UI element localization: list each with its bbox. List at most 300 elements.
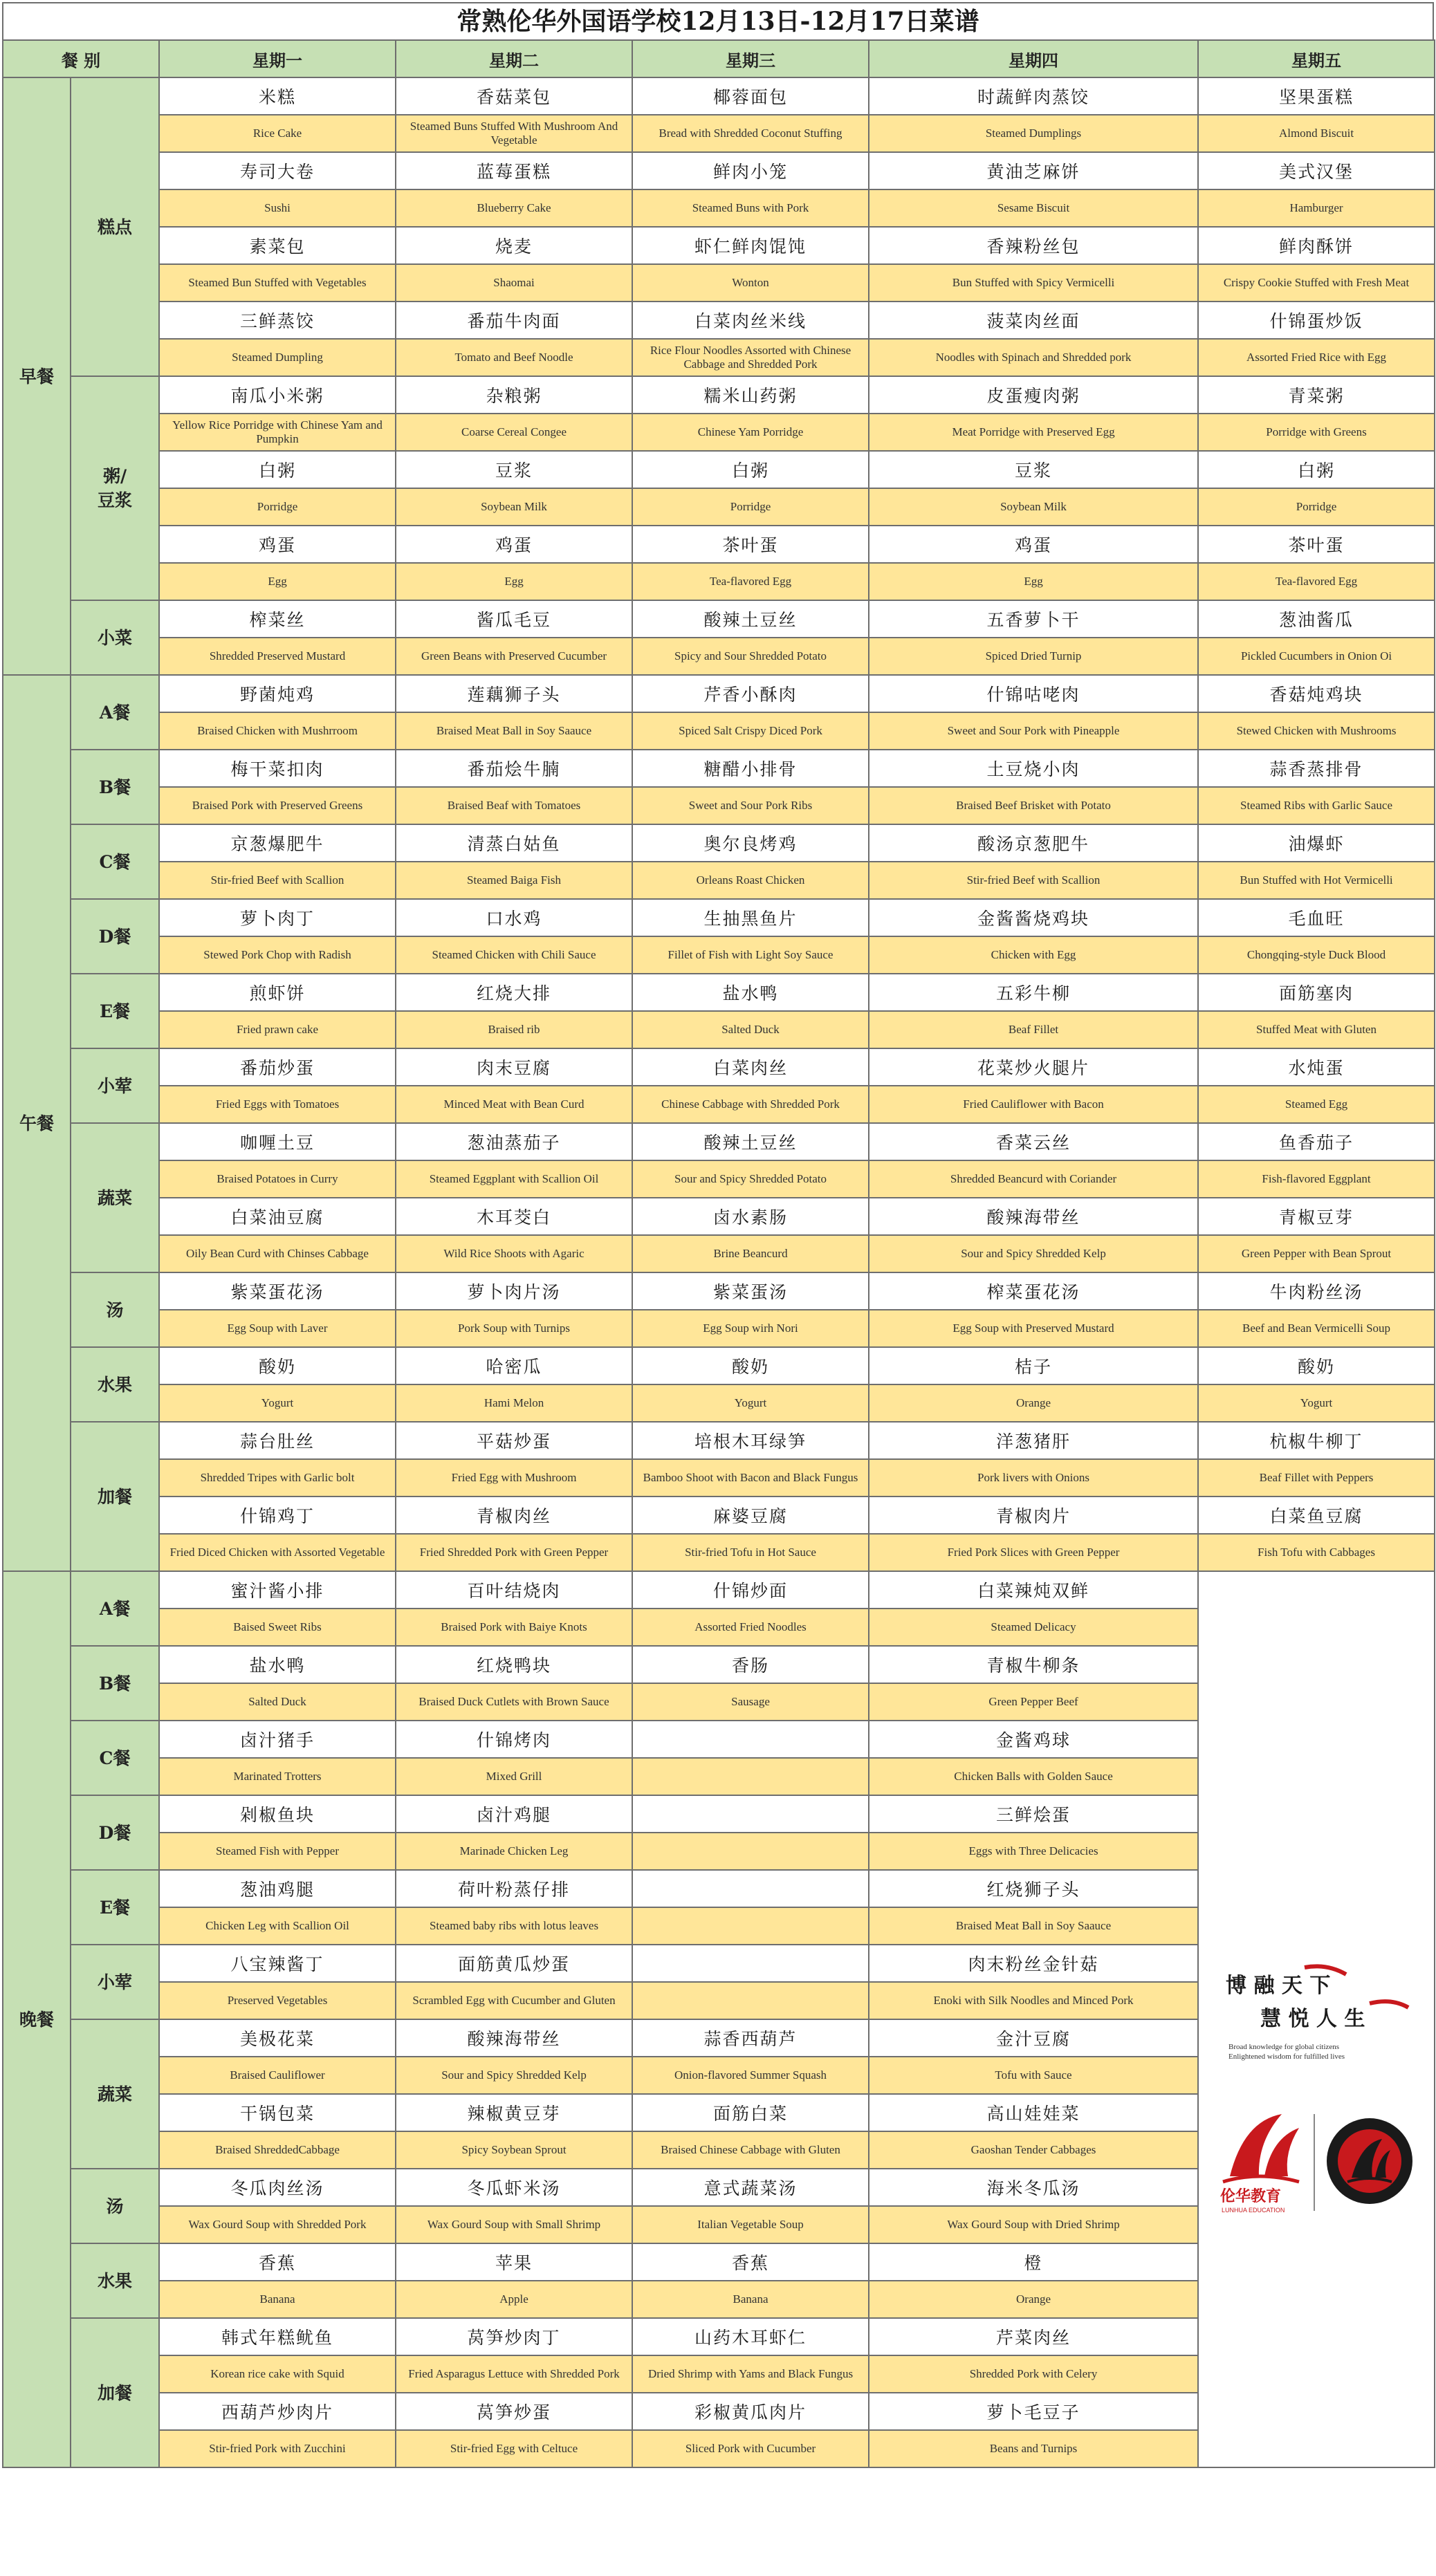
dish-translation-thu: Sweet and Sour Pork with Pineapple [869,712,1198,750]
dish-translation-wed: Salted Duck [632,1011,869,1048]
dish-translation-thu: Spiced Dried Turnip [869,638,1198,675]
dish-translation-mon: Oily Bean Curd with Chinses Cabbage [159,1235,396,1272]
dish-name-wed: 紫菜蛋汤 [632,1272,869,1310]
dish-translation-thu: Chicken with Egg [869,936,1198,974]
empty-cell [632,1833,869,1870]
dish-translation-thu: Green Pepper Beef [869,1683,1198,1721]
day-header-tue: 星期二 [396,40,632,77]
dish-translation-mon: Fried Diced Chicken with Assorted Vegetable [159,1534,396,1571]
menu-row-chinese [3,152,1435,189]
dish-translation-tue: Hami Melon [396,1384,632,1422]
day-header-thu: 星期四 [869,40,1198,77]
dish-name-tue: 木耳茭白 [396,1198,632,1235]
header-row [3,40,1435,77]
dish-translation-wed: Brine Beancurd [632,1235,869,1272]
page-title: 常熟伦华外国语学校12月13日-12月17日菜谱 [2,2,1434,39]
menu-row-chinese [3,675,1435,712]
brand-block [1216,1962,1417,2322]
dish-translation-tue: Fried Egg with Mushroom [396,1459,632,1497]
dish-name-mon: 葱油鸡腿 [159,1870,396,1907]
dish-translation-mon: Baised Sweet Ribs [159,1609,396,1646]
dish-name-wed: 白菜肉丝 [632,1048,869,1086]
dish-translation-fri: Porridge [1198,488,1435,526]
category-label: 加餐 [71,1422,159,1571]
dish-name-mon: 蒜台肚丝 [159,1422,396,1459]
dish-translation-thu: Orange [869,2281,1198,2318]
dish-translation-thu: Chicken Balls with Golden Sauce [869,1758,1198,1795]
menu-row-english [3,189,1435,227]
dish-name-thu: 酸汤京葱肥牛 [869,824,1198,862]
dish-name-tue: 莲藕狮子头 [396,675,632,712]
empty-cell [632,1795,869,1833]
dish-name-mon: 榨菜丝 [159,600,396,638]
dish-name-tue: 鸡蛋 [396,526,632,563]
menu-row-chinese [3,227,1435,264]
dish-translation-mon: Braised Potatoes in Curry [159,1160,396,1198]
empty-cell [632,1721,869,1758]
menu-row-english [3,1086,1435,1123]
dish-name-mon: 梅干菜扣肉 [159,750,396,787]
dish-name-wed: 山药木耳虾仁 [632,2318,869,2355]
dish-translation-tue: Braised Meat Ball in Soy Saauce [396,712,632,750]
slogan-chinese [1223,1962,1417,2038]
dish-name-thu: 青椒牛柳条 [869,1646,1198,1683]
dish-name-thu: 时蔬鲜肉蒸饺 [869,77,1198,115]
empty-cell [632,1945,869,1982]
dish-name-wed: 意式蔬菜汤 [632,2169,869,2206]
dish-translation-tue: Green Beans with Preserved Cucumber [396,638,632,675]
brand-cell [1198,1571,1435,2467]
dish-translation-wed: Chinese Yam Porridge [632,414,869,451]
menu-row-chinese [3,1123,1435,1160]
category-label: 蔬菜 [71,2019,159,2169]
dish-translation-fri: Assorted Fried Rice with Egg [1198,339,1435,376]
dish-translation-thu: Fried Cauliflower with Bacon [869,1086,1198,1123]
dish-translation-tue: Mixed Grill [396,1758,632,1795]
dish-name-thu: 三鲜烩蛋 [869,1795,1198,1833]
menu-body [3,77,1435,2467]
category-label: 小荤 [71,1945,159,2019]
dish-translation-mon: Rice Cake [159,115,396,152]
menu-row-chinese [3,77,1435,115]
dish-translation-fri: Fish Tofu with Cabbages [1198,1534,1435,1571]
dish-name-thu: 菠菜肉丝面 [869,302,1198,339]
dish-translation-thu: Braised Beef Brisket with Potato [869,787,1198,824]
menu-row-chinese [3,1198,1435,1235]
dish-name-mon: 南瓜小米粥 [159,376,396,414]
dish-name-tue: 哈密瓜 [396,1347,632,1384]
dish-translation-wed: Sausage [632,1683,869,1721]
dish-translation-wed: Banana [632,2281,869,2318]
dish-translation-thu: Shredded Pork with Celery [869,2355,1198,2393]
dish-translation-thu: Sour and Spicy Shredded Kelp [869,1235,1198,1272]
dish-name-wed: 虾仁鲜肉馄饨 [632,227,869,264]
category-label: 汤 [71,1272,159,1347]
dish-name-tue: 烧麦 [396,227,632,264]
menu-row-english [3,862,1435,899]
dish-translation-tue: Shaomai [396,264,632,302]
dish-name-thu: 黄油芝麻饼 [869,152,1198,189]
empty-cell [632,1870,869,1907]
dish-name-mon: 八宝辣酱丁 [159,1945,396,1982]
category-label: A餐 [71,1571,159,1646]
dish-name-mon: 西葫芦炒肉片 [159,2393,396,2430]
dish-translation-tue: Soybean Milk [396,488,632,526]
empty-cell [632,1758,869,1795]
dish-translation-wed: Chinese Cabbage with Shredded Pork [632,1086,869,1123]
dish-name-wed: 培根木耳绿笋 [632,1422,869,1459]
dish-translation-fri: Chongqing-style Duck Blood [1198,936,1435,974]
dish-name-mon: 干锅包菜 [159,2094,396,2131]
menu-row-chinese [3,750,1435,787]
slogan-english [1228,2042,1415,2062]
dish-translation-thu: Shredded Beancurd with Coriander [869,1160,1198,1198]
dish-translation-mon: Stir-fried Pork with Zucchini [159,2430,396,2467]
dish-translation-thu: Steamed Delicacy [869,1609,1198,1646]
category-label: 加餐 [71,2318,159,2467]
dish-name-mon: 白粥 [159,451,396,488]
category-label: 蔬菜 [71,1123,159,1272]
dish-translation-fri: Crispy Cookie Stuffed with Fresh Meat [1198,264,1435,302]
dish-translation-tue: Steamed Eggplant with Scallion Oil [396,1160,632,1198]
dish-translation-fri: Almond Biscuit [1198,115,1435,152]
dish-name-tue: 辣椒黄豆芽 [396,2094,632,2131]
dish-name-thu: 橙 [869,2243,1198,2281]
category-label: A餐 [71,675,159,750]
dish-name-tue: 红烧大排 [396,974,632,1011]
dish-name-thu: 芹菜肉丝 [869,2318,1198,2355]
dish-translation-thu: Sesame Biscuit [869,189,1198,227]
dish-name-fri: 鲜肉酥饼 [1198,227,1435,264]
dish-translation-tue: Steamed Buns Stuffed With Mushroom And Vegetable [396,115,632,152]
menu-row-english [3,1011,1435,1048]
meal-label: 晚餐 [3,1571,71,2467]
dish-translation-tue: Sour and Spicy Shredded Kelp [396,2057,632,2094]
menu-row-english [3,1310,1435,1347]
dish-name-wed: 什锦炒面 [632,1571,869,1609]
dish-translation-mon: Braised Chicken with Mushrroom [159,712,396,750]
dish-translation-fri: Fish-flavored Eggplant [1198,1160,1435,1198]
dish-name-thu: 皮蛋瘦肉粥 [869,376,1198,414]
dish-translation-wed: Dried Shrimp with Yams and Black Fungus [632,2355,869,2393]
dish-name-tue: 口水鸡 [396,899,632,936]
dish-translation-thu: Wax Gourd Soup with Dried Shrimp [869,2206,1198,2243]
dish-translation-mon: Banana [159,2281,396,2318]
dish-name-fri: 香菇炖鸡块 [1198,675,1435,712]
dish-translation-mon: Steamed Dumpling [159,339,396,376]
dish-name-wed: 白菜肉丝米线 [632,302,869,339]
dish-translation-tue: Minced Meat with Bean Curd [396,1086,632,1123]
dish-name-mon: 番茄炒蛋 [159,1048,396,1086]
dish-translation-thu: Beaf Fillet [869,1011,1198,1048]
dish-translation-mon: Salted Duck [159,1683,396,1721]
category-label: E餐 [71,1870,159,1945]
brand-logos [1216,2100,1417,2218]
dish-translation-wed: Wonton [632,264,869,302]
dish-name-fri: 鱼香茄子 [1198,1123,1435,1160]
dish-name-mon: 紫菜蛋花汤 [159,1272,396,1310]
slogan-en-line-2: Enlightened wisdom for fulfilled lives [1228,2053,1345,2061]
dish-translation-fri: Tea-flavored Egg [1198,563,1435,600]
dish-translation-wed: Stir-fried Tofu in Hot Sauce [632,1534,869,1571]
dish-translation-tue: Spicy Soybean Sprout [396,2131,632,2169]
dish-translation-fri: Stuffed Meat with Gluten [1198,1011,1435,1048]
dish-translation-wed: Spiced Salt Crispy Diced Pork [632,712,869,750]
dish-translation-wed: Braised Chinese Cabbage with Gluten [632,2131,869,2169]
dish-name-wed: 奥尔良烤鸡 [632,824,869,862]
category-label: B餐 [71,750,159,824]
dish-translation-wed: Fillet of Fish with Light Soy Sauce [632,936,869,974]
dish-translation-mon: Porridge [159,488,396,526]
dish-translation-tue: Tomato and Beef Noodle [396,339,632,376]
dish-name-mon: 盐水鸭 [159,1646,396,1683]
dish-name-thu: 桔子 [869,1347,1198,1384]
dish-translation-tue: Braised Duck Cutlets with Brown Sauce [396,1683,632,1721]
dish-name-thu: 香菜云丝 [869,1123,1198,1160]
dish-name-mon: 蜜汁酱小排 [159,1571,396,1609]
dish-name-tue: 冬瓜虾米汤 [396,2169,632,2206]
dish-translation-mon: Braised Cauliflower [159,2057,396,2094]
menu-row-english [3,339,1435,376]
dish-translation-fri: Steamed Egg [1198,1086,1435,1123]
dish-translation-wed: Tea-flavored Egg [632,563,869,600]
dish-translation-wed: Sliced Pork with Cucumber [632,2430,869,2467]
dish-name-fri: 白粥 [1198,451,1435,488]
dish-translation-wed: Bamboo Shoot with Bacon and Black Fungus [632,1459,869,1497]
dish-name-wed: 面筋白菜 [632,2094,869,2131]
dish-name-tue: 香菇菜包 [396,77,632,115]
dish-name-tue: 清蒸白姑鱼 [396,824,632,862]
dish-translation-mon: Stewed Pork Chop with Radish [159,936,396,974]
dish-name-thu: 鸡蛋 [869,526,1198,563]
dish-name-mon: 素菜包 [159,227,396,264]
dish-name-wed: 彩椒黄瓜肉片 [632,2393,869,2430]
dish-translation-tue: Apple [396,2281,632,2318]
dish-translation-wed: Sour and Spicy Shredded Potato [632,1160,869,1198]
dish-translation-mon: Braised ShreddedCabbage [159,2131,396,2169]
dish-translation-tue: Braised Pork with Baiye Knots [396,1609,632,1646]
dish-translation-mon: Steamed Bun Stuffed with Vegetables [159,264,396,302]
meal-label: 午餐 [3,675,71,1571]
dish-translation-tue: Braised Beaf with Tomatoes [396,787,632,824]
dish-name-wed: 蒜香西葫芦 [632,2019,869,2057]
dish-name-thu: 金酱酱烧鸡块 [869,899,1198,936]
dish-name-fri: 牛肉粉丝汤 [1198,1272,1435,1310]
dish-name-mon: 咖喱土豆 [159,1123,396,1160]
slogan-brush-stroke-icon [1370,2001,1408,2008]
menu-row-english [3,1235,1435,1272]
category-label: 水果 [71,1347,159,1422]
dish-translation-fri: Porridge with Greens [1198,414,1435,451]
dish-name-thu: 什锦咕咾肉 [869,675,1198,712]
dish-translation-wed: Assorted Fried Noodles [632,1609,869,1646]
dish-translation-mon: Fried Eggs with Tomatoes [159,1086,396,1123]
dish-name-thu: 榨菜蛋花汤 [869,1272,1198,1310]
dish-name-fri: 面筋塞肉 [1198,974,1435,1011]
dish-name-tue: 什锦烤肉 [396,1721,632,1758]
dish-name-mon: 卤汁猪手 [159,1721,396,1758]
empty-cell [632,1982,869,2019]
dish-name-mon: 京葱爆肥牛 [159,824,396,862]
slogan-line-2: 慧 悦 人 生 [1260,2007,1365,2031]
dish-name-thu: 肉末粉丝金针菇 [869,1945,1198,1982]
dish-name-tue: 青椒肉丝 [396,1497,632,1534]
dish-name-tue: 面筋黄瓜炒蛋 [396,1945,632,1982]
menu-row-english [3,712,1435,750]
dish-name-tue: 番茄牛肉面 [396,302,632,339]
dish-name-wed: 麻婆豆腐 [632,1497,869,1534]
dish-name-mon: 韩式年糕鱿鱼 [159,2318,396,2355]
dish-name-tue: 百叶结烧肉 [396,1571,632,1609]
menu-row-chinese [3,1048,1435,1086]
dish-translation-thu: Beans and Turnips [869,2430,1198,2467]
dish-translation-tue: Coarse Cereal Congee [396,414,632,451]
dish-translation-wed: Spicy and Sour Shredded Potato [632,638,869,675]
dish-name-thu: 香辣粉丝包 [869,227,1198,264]
menu-row-chinese [3,824,1435,862]
dish-translation-mon: Egg [159,563,396,600]
dish-translation-mon: Yogurt [159,1384,396,1422]
dish-name-fri: 水炖蛋 [1198,1048,1435,1086]
meal-label: 早餐 [3,77,71,675]
dish-name-thu: 土豆烧小肉 [869,750,1198,787]
dish-name-wed: 茶叶蛋 [632,526,869,563]
dish-translation-tue: Steamed baby ribs with lotus leaves [396,1907,632,1945]
dish-name-wed: 酸奶 [632,1347,869,1384]
dish-translation-tue: Steamed Baiga Fish [396,862,632,899]
menu-row-chinese [3,899,1435,936]
dish-name-mon: 剁椒鱼块 [159,1795,396,1833]
dish-name-mon: 米糕 [159,77,396,115]
dish-translation-thu: Enoki with Silk Noodles and Minced Pork [869,1982,1198,2019]
dish-name-fri: 杭椒牛柳丁 [1198,1422,1435,1459]
day-header-mon: 星期一 [159,40,396,77]
dish-name-fri: 酸奶 [1198,1347,1435,1384]
menu-row-english [3,264,1435,302]
dish-translation-tue: Braised rib [396,1011,632,1048]
slogan-line-1: 博 融 天 下 [1226,1974,1331,1998]
menu-row-english [3,414,1435,451]
dish-translation-fri: Pickled Cucumbers in Onion Oi [1198,638,1435,675]
dish-name-fri: 葱油酱瓜 [1198,600,1435,638]
dish-name-thu: 金酱鸡球 [869,1721,1198,1758]
dish-translation-fri: Bun Stuffed with Hot Vermicelli [1198,862,1435,899]
dish-translation-fri: Beef and Bean Vermicelli Soup [1198,1310,1435,1347]
dish-name-tue: 萝卜肉片汤 [396,1272,632,1310]
slogan-en-line-1: Broad knowledge for global citizens [1228,2043,1340,2051]
menu-row-chinese [3,1571,1435,1609]
dish-name-tue: 莴笋炒蛋 [396,2393,632,2430]
menu-table [2,39,1435,2468]
category-label: D餐 [71,899,159,974]
dish-name-tue: 荷叶粉蒸仔排 [396,1870,632,1907]
dish-name-thu: 洋葱猪肝 [869,1422,1198,1459]
dish-translation-tue: Pork Soup with Turnips [396,1310,632,1347]
dish-name-wed: 卤水素肠 [632,1198,869,1235]
dish-translation-tue: Steamed Chicken with Chili Sauce [396,936,632,974]
menu-row-english [3,787,1435,824]
menu-row-english [3,936,1435,974]
dish-translation-thu: Gaoshan Tender Cabbages [869,2131,1198,2169]
dish-translation-tue: Blueberry Cake [396,189,632,227]
dish-translation-tue: Wild Rice Shoots with Agaric [396,1235,632,1272]
dish-translation-thu: Steamed Dumplings [869,115,1198,152]
dish-name-thu: 海米冬瓜汤 [869,2169,1198,2206]
dish-name-tue: 莴笋炒肉丁 [396,2318,632,2355]
dish-name-thu: 五彩牛柳 [869,974,1198,1011]
dish-name-mon: 煎虾饼 [159,974,396,1011]
dish-translation-thu: Soybean Milk [869,488,1198,526]
dish-name-thu: 金汁豆腐 [869,2019,1198,2057]
dish-name-mon: 三鲜蒸饺 [159,302,396,339]
dish-translation-tue: Egg [396,563,632,600]
dish-translation-wed: Egg Soup wirh Nori [632,1310,869,1347]
dish-name-mon: 野菌炖鸡 [159,675,396,712]
category-label: 糕点 [71,77,159,376]
category-label: 小菜 [71,600,159,675]
dish-translation-mon: Korean rice cake with Squid [159,2355,396,2393]
dish-name-fri: 毛血旺 [1198,899,1435,936]
dish-translation-tue: Marinade Chicken Leg [396,1833,632,1870]
menu-row-english [3,115,1435,152]
dish-translation-mon: Wax Gourd Soup with Shredded Pork [159,2206,396,2243]
dish-translation-tue: Wax Gourd Soup with Small Shrimp [396,2206,632,2243]
menu-row-chinese [3,451,1435,488]
dish-name-wed: 盐水鸭 [632,974,869,1011]
dish-translation-mon: Chicken Leg with Scallion Oil [159,1907,396,1945]
menu-row-chinese [3,526,1435,563]
category-label: 粥/ 豆浆 [71,376,159,600]
dish-translation-mon: Shredded Preserved Mustard [159,638,396,675]
dish-name-tue: 卤汁鸡腿 [396,1795,632,1833]
dish-name-mon: 鸡蛋 [159,526,396,563]
dish-translation-thu: Meat Porridge with Preserved Egg [869,414,1198,451]
dish-name-mon: 白菜油豆腐 [159,1198,396,1235]
dish-translation-mon: Stir-fried Beef with Scallion [159,862,396,899]
category-label: C餐 [71,824,159,899]
dish-name-thu: 青椒肉片 [869,1497,1198,1534]
menu-row-chinese [3,1497,1435,1534]
dish-translation-mon: Yellow Rice Porridge with Chinese Yam and Pumpkin [159,414,396,451]
dish-translation-thu: Braised Meat Ball in Soy Saauce [869,1907,1198,1945]
category-label: 水果 [71,2243,159,2318]
dish-name-thu: 萝卜毛豆子 [869,2393,1198,2430]
menu-row-chinese [3,600,1435,638]
dish-translation-thu: Tofu with Sauce [869,2057,1198,2094]
dish-translation-fri: Yogurt [1198,1384,1435,1422]
dish-translation-wed: Steamed Buns with Pork [632,189,869,227]
logo-text: 伦华教育 [1220,2188,1282,2205]
dish-translation-wed: Porridge [632,488,869,526]
dish-name-tue: 肉末豆腐 [396,1048,632,1086]
dish-translation-wed: Rice Flour Noodles Assorted with Chinese Cabbage and Shredded Pork [632,339,869,376]
dish-name-wed: 椰蓉面包 [632,77,869,115]
dish-translation-fri: Beaf Fillet with Peppers [1198,1459,1435,1497]
dish-translation-mon: Shredded Tripes with Garlic bolt [159,1459,396,1497]
dish-translation-wed: Orleans Roast Chicken [632,862,869,899]
dish-name-tue: 葱油蒸茄子 [396,1123,632,1160]
dish-translation-tue: Stir-fried Egg with Celtuce [396,2430,632,2467]
menu-row-chinese [3,1347,1435,1384]
menu-row-english [3,1534,1435,1571]
category-label: E餐 [71,974,159,1048]
dish-name-thu: 白菜辣炖双鲜 [869,1571,1198,1609]
dish-name-tue: 平菇炒蛋 [396,1422,632,1459]
dish-name-mon: 萝卜肉丁 [159,899,396,936]
menu-row-english [3,1384,1435,1422]
dish-name-wed: 香肠 [632,1646,869,1683]
dish-translation-mon: Steamed Fish with Pepper [159,1833,396,1870]
